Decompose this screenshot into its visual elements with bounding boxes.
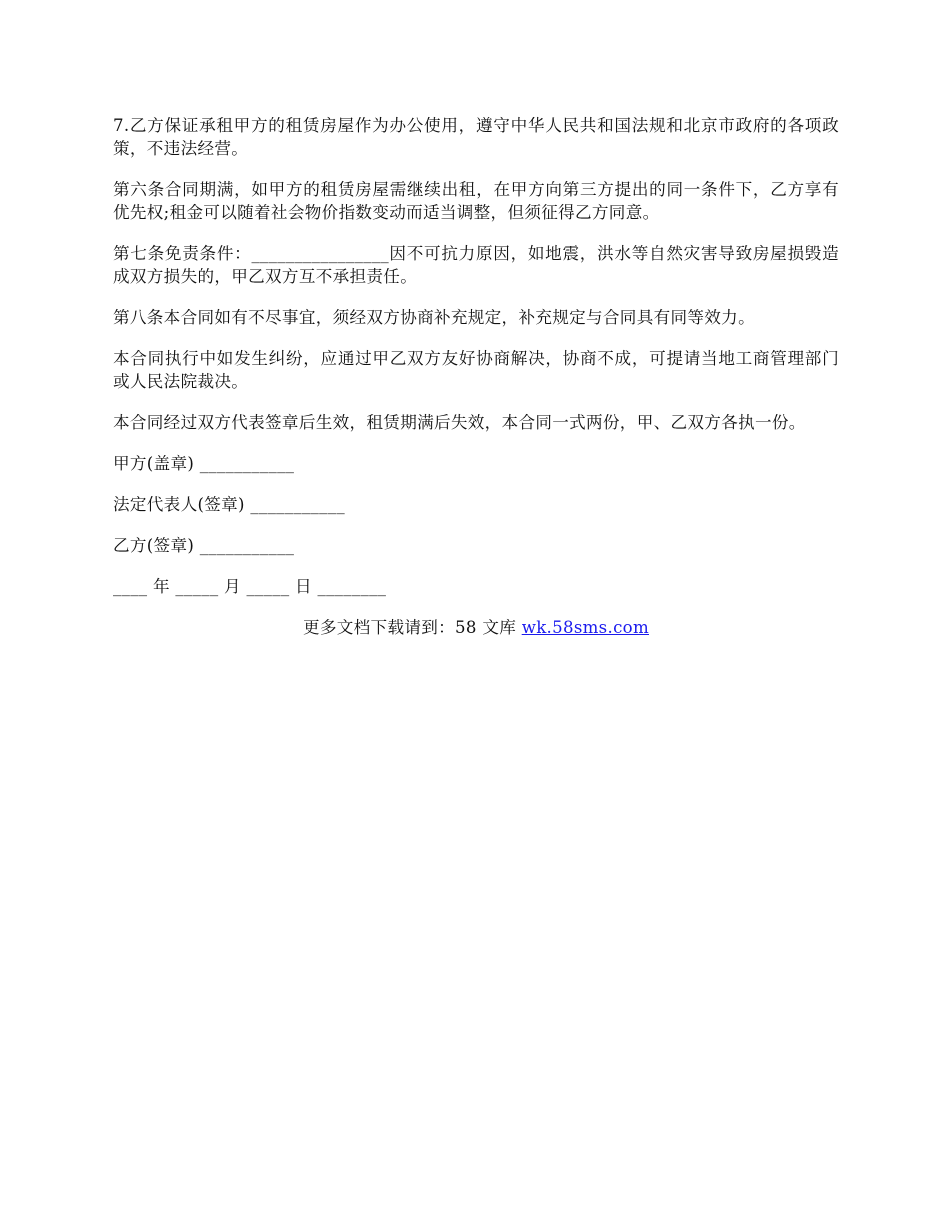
article-6-paragraph: 第六条合同期满，如甲方的租赁房屋需继续出租，在甲方向第三方提出的同一条件下，乙方享有优先权;租金可以随着社会物价指数变动而适当调整，但须征得乙方同意。 <box>113 180 839 222</box>
dispute-paragraph: 本合同执行中如发生纠纷，应通过甲乙双方友好协商解决，协商不成，可提请当地工商管理部门或人民法院裁决。 <box>113 349 839 391</box>
article-8-paragraph: 第八条本合同如有不尽事宜，须经双方协商补充规定，补充规定与合同具有同等效力。 <box>113 308 755 327</box>
download-footer <box>113 616 839 639</box>
validity-paragraph: 本合同经过双方代表签章后生效，租赁期满后失效，本合同一式两份，甲、乙双方各执一份。 <box>113 413 806 432</box>
party-b-signature-line: 乙方(签章) ___________ <box>113 536 295 555</box>
article-7-paragraph: 第七条免责条件：________________因不可抗力原因，如地震，洪水等自然灾害导致房屋损毁造成双方损失的，甲乙双方互不承担责任。 <box>113 244 839 286</box>
clause-7-paragraph: 7.乙方保证承租甲方的租赁房屋作为办公使用，遵守中华人民共和国法规和北京市政府的各项政策，不违法经营。 <box>113 116 839 158</box>
footer-link[interactable]: wk.58sms.com <box>521 618 649 637</box>
contract-body <box>113 114 839 639</box>
date-line: ____ 年 _____ 月 _____ 日 ________ <box>113 577 387 596</box>
footer-text: 更多文档下载请到：58 文库 <box>302 618 522 637</box>
legal-representative-signature-line: 法定代表人(签章) ___________ <box>113 495 345 514</box>
party-a-signature-line: 甲方(盖章) ___________ <box>113 454 295 473</box>
